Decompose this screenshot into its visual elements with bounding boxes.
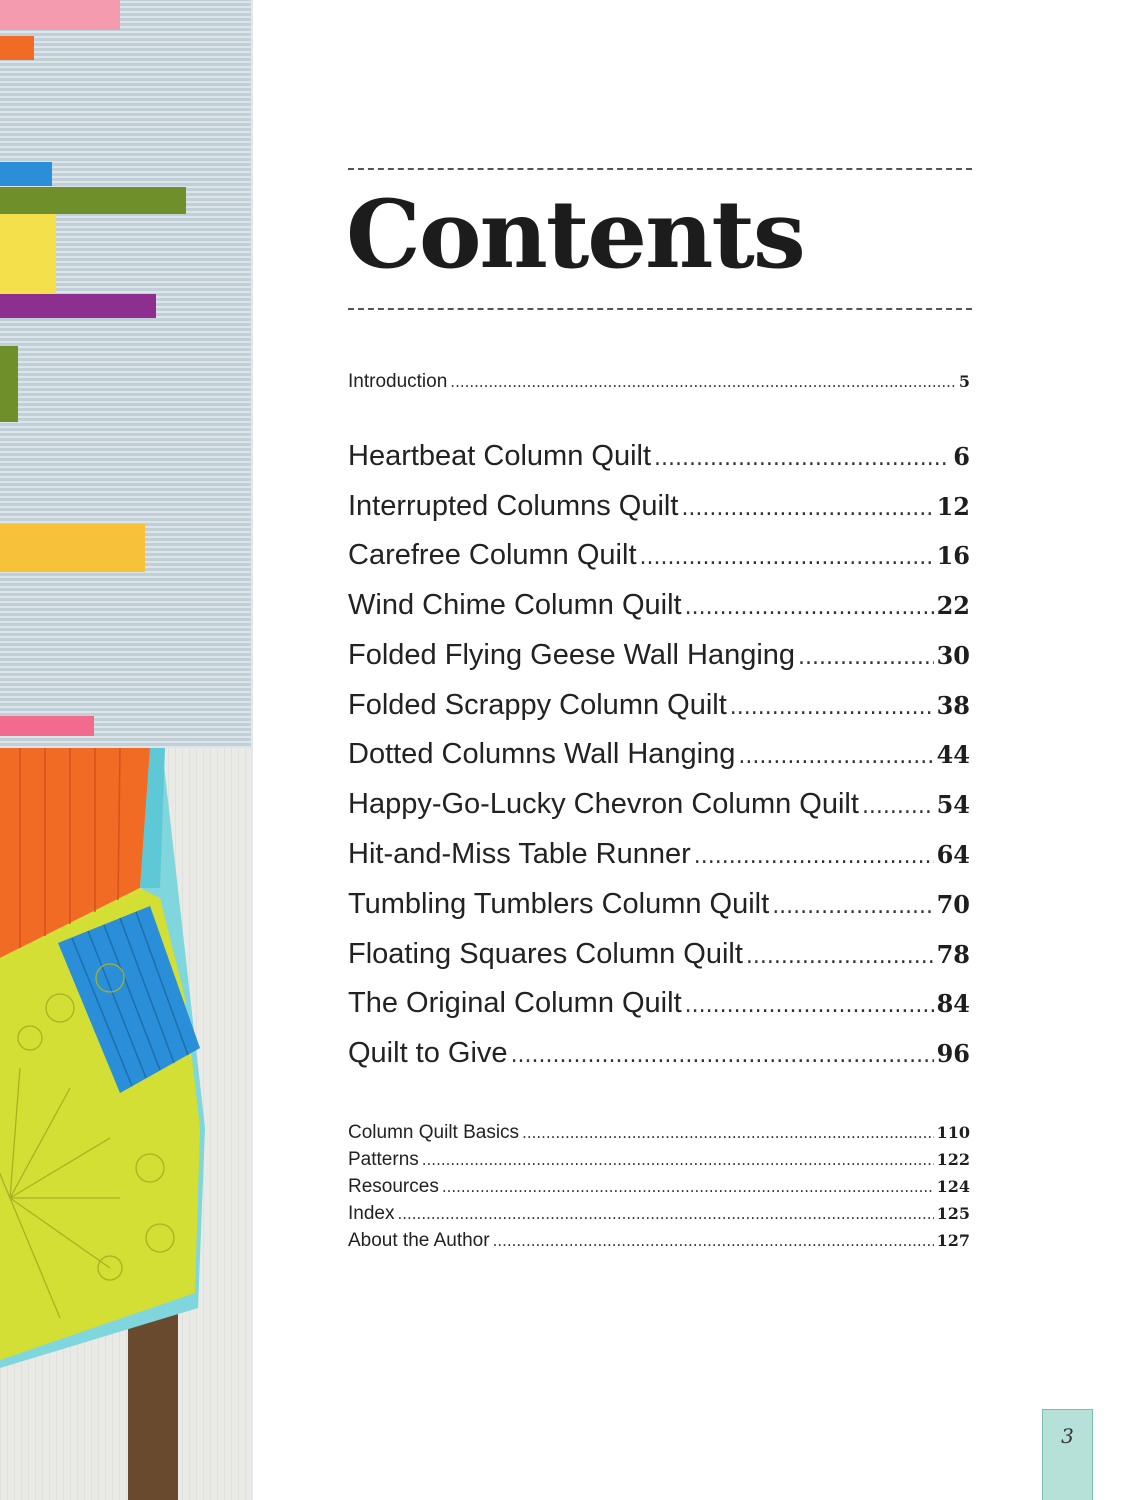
toc-entry-page: 22 — [936, 591, 970, 620]
toc-entry-page: 78 — [936, 940, 970, 969]
toc-entry-label: Column Quilt Basics — [348, 1122, 520, 1143]
page-number: 3 — [1061, 1424, 1074, 1448]
toc-leader-dots — [685, 595, 934, 620]
toc-entry-page: 124 — [936, 1177, 970, 1196]
toc-leader-dots — [522, 1124, 934, 1142]
hanging-quilt-photo — [0, 748, 251, 1500]
toc-entry-project[interactable] — [348, 539, 970, 572]
toc-entry-label: The Original Column Quilt — [348, 987, 682, 1019]
toc-entry-project[interactable] — [348, 788, 970, 821]
toc-entry-project[interactable] — [348, 938, 970, 971]
toc-leader-dots — [738, 744, 933, 769]
toc-leader-dots — [694, 844, 934, 869]
toc-entry-project[interactable] — [348, 490, 970, 523]
yellow-block — [0, 214, 56, 294]
toc-entry-back-matter[interactable] — [348, 1176, 970, 1198]
toc-entry-label: Hit-and-Miss Table Runner — [348, 838, 691, 870]
wooden-post — [128, 1308, 178, 1500]
toc-entry-label: Introduction — [348, 371, 448, 392]
toc-leader-dots — [798, 645, 934, 670]
toc-entry-label: Happy-Go-Lucky Chevron Column Quilt — [348, 788, 859, 820]
toc-entry-label: Quilt to Give — [348, 1037, 508, 1069]
toc-entry-introduction[interactable] — [348, 371, 970, 393]
pink-strip — [0, 0, 120, 30]
toc-entry-back-matter[interactable] — [348, 1122, 970, 1144]
blue-strip — [0, 162, 52, 186]
green-strip — [0, 187, 186, 214]
toc-entry-project[interactable] — [348, 689, 970, 722]
toc-entry-page: 6 — [953, 442, 970, 471]
toc-leader-dots — [772, 894, 933, 919]
toc-entry-page: 122 — [936, 1150, 970, 1169]
toc-entry-page: 84 — [936, 989, 970, 1018]
orange-strip — [0, 36, 34, 60]
toc-entry-page: 125 — [936, 1204, 970, 1223]
pink-strip-bottom — [0, 716, 94, 736]
toc-entry-project[interactable] — [348, 838, 970, 871]
toc-entry-project[interactable] — [348, 987, 970, 1020]
toc-entry-page: 54 — [936, 790, 970, 819]
toc-leader-dots — [654, 446, 950, 471]
toc-entry-label: Wind Chime Column Quilt — [348, 589, 682, 621]
toc-entry-page: 30 — [936, 641, 970, 670]
toc-entry-page: 44 — [936, 740, 970, 769]
toc-entry-project[interactable] — [348, 738, 970, 771]
toc-entry-label: Carefree Column Quilt — [348, 539, 637, 571]
toc-leader-dots — [511, 1043, 934, 1068]
green-block — [0, 346, 18, 422]
toc-entry-page: 12 — [936, 492, 970, 521]
toc-leader-dots — [746, 944, 934, 969]
toc-entry-label: Index — [348, 1203, 395, 1224]
bottom-dashed-rule — [348, 308, 972, 310]
toc-entry-page: 110 — [936, 1123, 970, 1142]
quilt-top-panel — [0, 0, 251, 748]
toc-entry-label: Heartbeat Column Quilt — [348, 440, 652, 472]
toc-entry-project[interactable] — [348, 1037, 970, 1070]
toc-entry-back-matter[interactable] — [348, 1149, 970, 1171]
toc-entry-label: Dotted Columns Wall Hanging — [348, 738, 736, 770]
quilt-photo — [0, 0, 251, 1500]
toc-entry-project[interactable] — [348, 589, 970, 622]
toc-entry-back-matter[interactable] — [348, 1203, 970, 1225]
toc-leader-dots — [422, 1151, 934, 1169]
toc-leader-dots — [397, 1205, 933, 1223]
toc-entry-label: Interrupted Columns Quilt — [348, 490, 679, 522]
toc-entry-label: Floating Squares Column Quilt — [348, 938, 743, 970]
toc-entry-project[interactable] — [348, 440, 970, 473]
toc-leader-dots — [681, 496, 933, 521]
toc-entry-project[interactable] — [348, 639, 970, 672]
page-gutter — [251, 0, 253, 1500]
toc-entry-page: 38 — [936, 691, 970, 720]
toc-leader-dots — [493, 1232, 934, 1250]
yellow-strip — [0, 524, 145, 572]
toc-leader-dots — [685, 993, 934, 1018]
toc-entry-label: Patterns — [348, 1149, 419, 1170]
toc-entry-label: Folded Flying Geese Wall Hanging — [348, 639, 796, 671]
hanging-quilt-art — [0, 748, 251, 1500]
purple-strip — [0, 294, 156, 318]
toc-entry-page: 5 — [958, 372, 970, 391]
toc-entry-label: Resources — [348, 1176, 439, 1197]
toc-entry-page: 64 — [936, 840, 970, 869]
page-number-tab — [1042, 1409, 1093, 1500]
toc-leader-dots — [442, 1178, 934, 1196]
toc-entry-page: 70 — [936, 890, 970, 919]
toc-entry-label: Tumbling Tumblers Column Quilt — [348, 888, 770, 920]
toc-entry-page: 127 — [936, 1231, 970, 1250]
toc-entry-project[interactable] — [348, 888, 970, 921]
toc-leader-dots — [862, 794, 934, 819]
toc-entry-label: Folded Scrappy Column Quilt — [348, 689, 727, 721]
top-dashed-rule — [348, 168, 972, 170]
toc-entry-page: 96 — [936, 1039, 970, 1068]
toc-entry-page: 16 — [936, 541, 970, 570]
toc-leader-dots — [450, 373, 956, 391]
toc-leader-dots — [640, 545, 934, 570]
toc-leader-dots — [730, 695, 934, 720]
toc-entry-back-matter[interactable] — [348, 1230, 970, 1252]
toc-entry-label: About the Author — [348, 1230, 490, 1251]
page-title: Contents — [346, 180, 804, 290]
